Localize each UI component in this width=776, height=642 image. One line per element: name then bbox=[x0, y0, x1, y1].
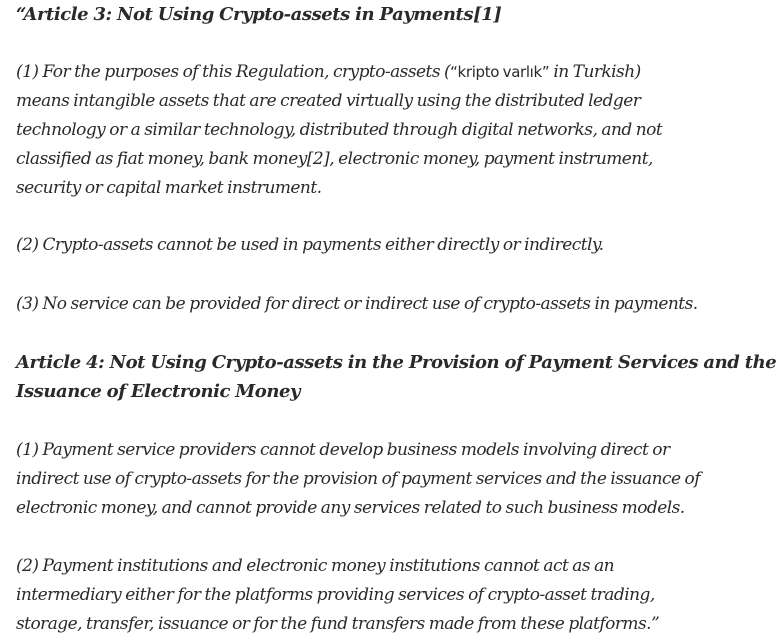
paragraph-line: intermediary either for the platforms providing services of crypto-asset trading, bbox=[16, 585, 655, 605]
paragraph-line: (2) Payment institutions and electronic money institutions cannot act as an bbox=[16, 556, 615, 576]
paragraph-line: classified as fiat money, bank money[2], electronic money, payment instrument, bbox=[16, 149, 653, 169]
paragraph-line: security or capital market instrument. bbox=[16, 178, 322, 198]
article-4-paragraph-1 bbox=[16, 436, 700, 523]
paragraph-text: in Turkish) bbox=[549, 62, 641, 82]
paragraph-text: (1) For the purposes of this Regulation, crypto-assets ( bbox=[16, 62, 451, 82]
paragraph-line: technology or a similar technology, distributed through digital networks, and not bbox=[16, 120, 663, 140]
article-3-paragraph-3 bbox=[16, 290, 698, 319]
article-3-paragraph-2 bbox=[16, 231, 604, 260]
article-4-paragraph-2 bbox=[16, 552, 659, 639]
paragraph-line: electronic money, and cannot provide any services related to such business models. bbox=[16, 498, 685, 518]
heading-line: Issuance of Electronic Money bbox=[16, 381, 300, 402]
paragraph-line: (1) Payment service providers cannot develop business models involving direct or bbox=[16, 440, 670, 460]
article-3-heading: “Article 3: Not Using Crypto-assets in Payments[1] bbox=[16, 4, 502, 25]
paragraph-line: indirect use of crypto-assets for the provision of payment services and the issuance of bbox=[16, 469, 700, 489]
paragraph-line: (2) Crypto-assets cannot be used in payments either directly or indirectly. bbox=[16, 235, 604, 255]
article-3-paragraph-1 bbox=[16, 58, 662, 203]
paragraph-line bbox=[16, 58, 662, 87]
heading-line: Article 4: Not Using Crypto-assets in the Provision of Payment Services and the bbox=[16, 352, 776, 373]
paragraph-line: means intangible assets that are created virtually using the distributed ledger bbox=[16, 91, 641, 111]
paragraph-line: storage, transfer, issuance or for the fund transfers made from these platforms.” bbox=[16, 614, 660, 634]
paragraph-line: (3) No service can be provided for direct or indirect use of crypto-assets in payments. bbox=[16, 294, 698, 314]
article-4-heading bbox=[16, 348, 776, 406]
turkish-term: “kripto varlık” bbox=[450, 63, 550, 81]
